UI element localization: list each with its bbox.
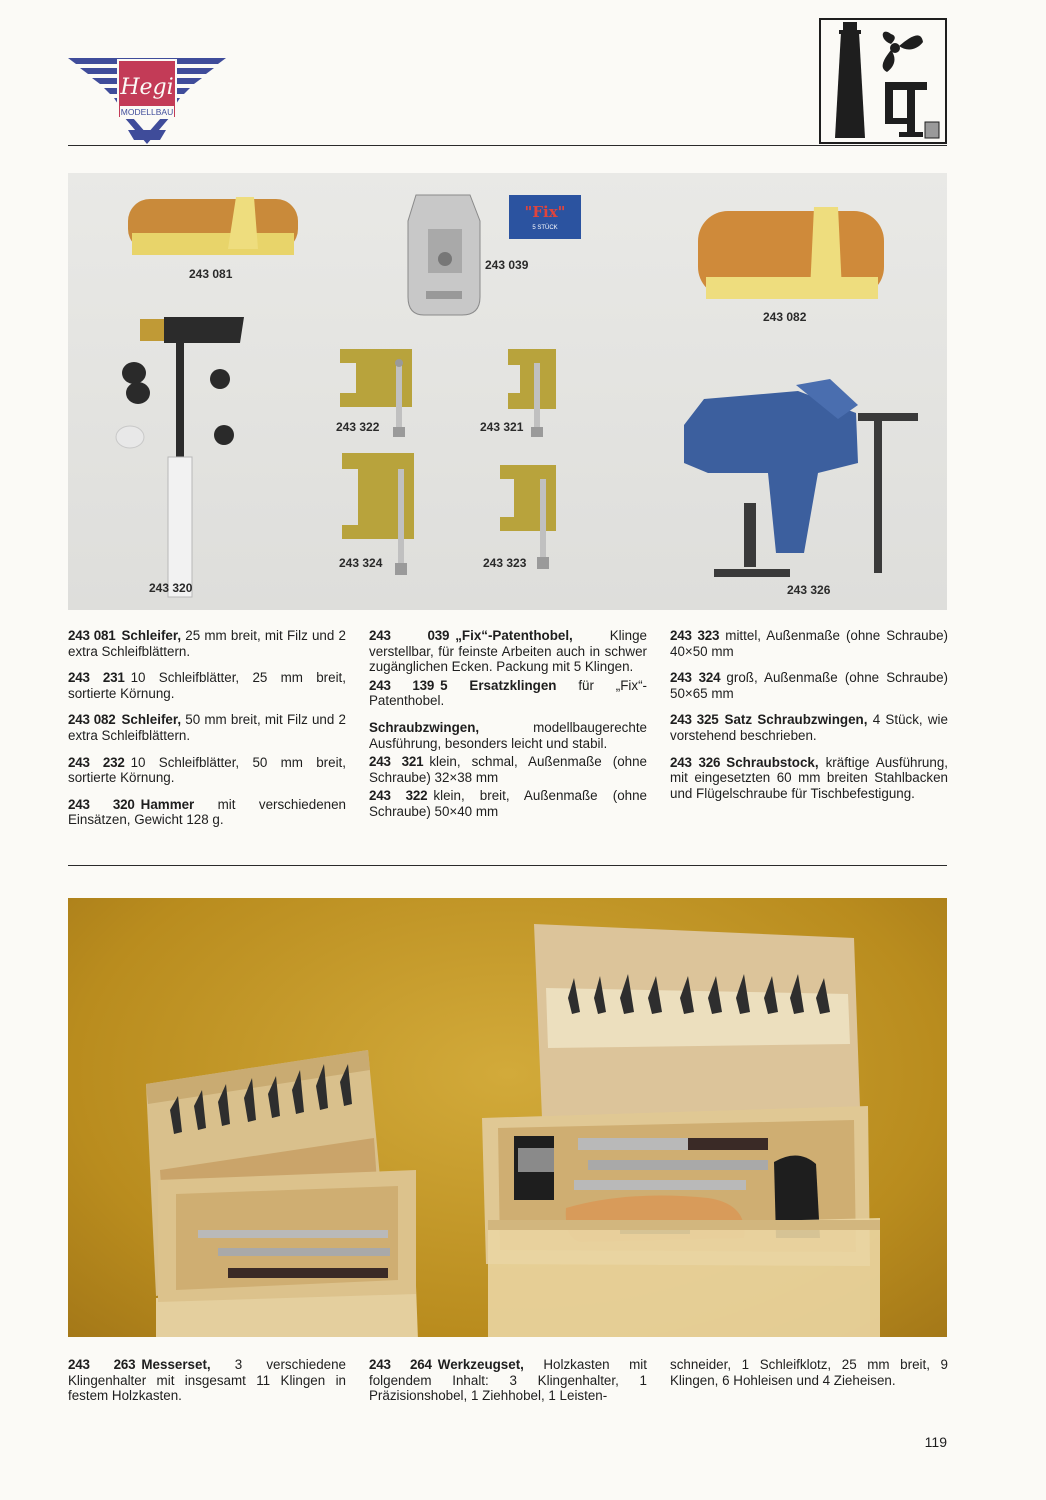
photo-label: 243 324 — [339, 556, 383, 570]
kit-description-column-2 — [369, 1357, 647, 1415]
photo-label: 243 320 — [149, 581, 193, 595]
photo-label: 243 323 — [483, 556, 527, 570]
description-item: 243 322 klein, breit, Außenmaße (ohne Schraube) 50×40 mm — [369, 788, 647, 819]
fix-blade-pack — [509, 195, 581, 239]
description-item: 243 326 Schraubstock, kräftige Ausführung, mit eingesetzten 60 mm breiten Stahlbacken und Flügelschraube für Tischbefestigung. — [670, 754, 948, 801]
sanding-block-25mm — [128, 197, 298, 255]
page-number: 119 — [924, 1434, 947, 1450]
description-item: 243 232 10 Schleifblätter, 50 mm breit, sortierte Körnung. — [68, 754, 346, 786]
tool-kits-photo — [68, 898, 947, 1337]
photo-label: 243 081 — [189, 267, 233, 281]
kit-description-column-1 — [68, 1357, 346, 1415]
header-rule — [68, 145, 947, 146]
photo-label: 243 321 — [480, 420, 524, 434]
description-item: 243 324 groß, Außenmaße (ohne Schraube) 50×65 mm — [670, 670, 948, 701]
logo-sub-text: MODELLBAU — [120, 107, 174, 117]
kit-description-column-3 — [670, 1357, 948, 1399]
tools-photo-drawing — [68, 173, 947, 610]
sanding-block-50mm — [698, 207, 884, 299]
fix-pack-sub: 5 STÜCK — [532, 225, 558, 231]
glue-tube-propeller-clamp-icon — [819, 18, 947, 144]
fix-plane — [408, 195, 480, 315]
description-item: 243 082 Schleifer, 50 mm breit, mit Filz und 2 extra Schleifblättern. — [68, 712, 346, 743]
clamp-243-323 — [500, 465, 556, 569]
hegi-modellbau-logo — [68, 52, 226, 148]
logo-brand-text: Hegi — [120, 75, 174, 100]
description-item: 243 320 Hammer mit verschiedenen Einsätzen, Gewicht 128 g. — [68, 796, 346, 828]
description-item: Schraubzwingen, modellbaugerechte Ausführung, besonders leicht und stabil. — [369, 719, 647, 751]
description-column-3 — [670, 628, 948, 812]
hammer — [116, 317, 244, 597]
description-column-1 — [68, 628, 346, 839]
description-item: 243 325 Satz Schraubzwingen, 4 Stück, wie vorstehend beschrieben. — [670, 712, 948, 743]
description-item: 243 081 Schleifer, 25 mm breit, mit Filz und 2 extra Schleifblättern. — [68, 628, 346, 659]
bench-vise — [684, 379, 918, 577]
description-item: 243 264 Werkzeugset, Holzkasten mit folgendem Inhalt: 3 Klingenhalter, 1 Präzisionshobel, 1 Ziehhobel, 1 Leisten- — [369, 1357, 647, 1404]
description-item: 243 231 10 Schleifblätter, 25 mm breit, sortierte Körnung. — [68, 670, 346, 701]
description-item: 243 139 5 Ersatzklingen für „Fix“-Patenthobel. — [369, 677, 647, 709]
knife-set-box — [146, 1050, 418, 1337]
photo-label: 243 082 — [763, 310, 807, 324]
fix-pack-text: "Fix" — [524, 203, 566, 221]
description-item: 243 321 klein, schmal, Außenmaße (ohne Schraube) 32×38 mm — [369, 754, 647, 785]
tool-set-box — [482, 924, 880, 1337]
photo-label: 243 039 — [485, 258, 529, 272]
description-item: schneider, 1 Schleifklotz, 25 mm breit, 9 Klingen, 6 Hohleisen und 4 Zieheisen. — [670, 1357, 948, 1388]
tool-kits-photo-drawing — [68, 898, 947, 1337]
tools-photo — [68, 173, 947, 610]
description-item: 243 263 Messerset, 3 verschiedene Klingenhalter mit insgesamt 11 Klingen in festem Holzkasten. — [68, 1357, 346, 1404]
section-divider — [68, 865, 947, 866]
photo-label: 243 326 — [787, 583, 831, 597]
description-column-2 — [369, 628, 647, 831]
description-item: 243 323 mittel, Außenmaße (ohne Schraube) 40×50 mm — [670, 628, 948, 659]
description-item: 243 039 „Fix“-Patenthobel, Klinge verstellbar, für feinste Arbeiten auch in schwer zugänglichen Ecken. Packung mit 5 Klingen. — [369, 628, 647, 675]
photo-label: 243 322 — [336, 420, 380, 434]
